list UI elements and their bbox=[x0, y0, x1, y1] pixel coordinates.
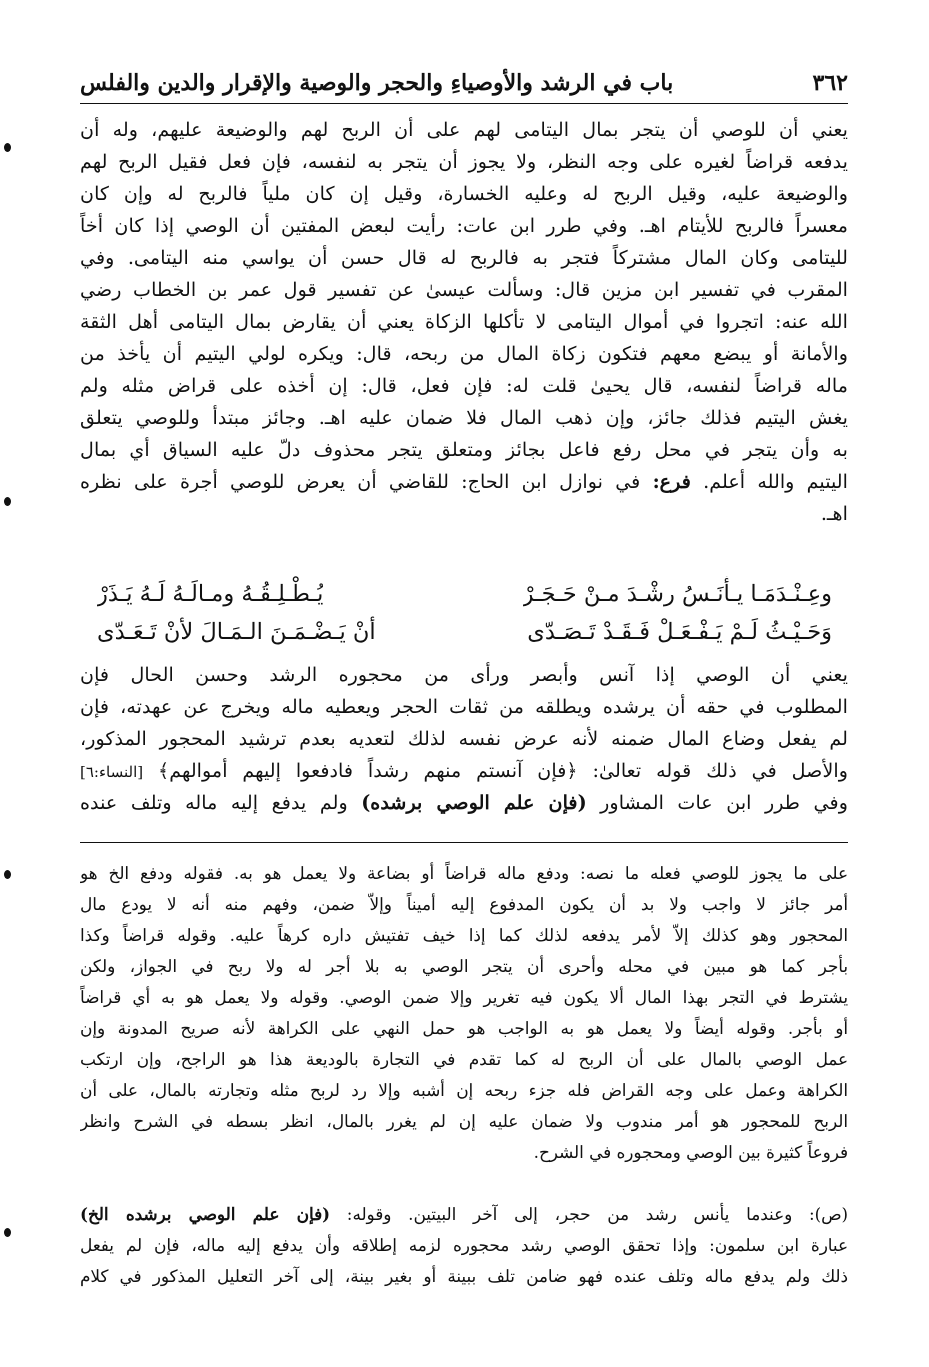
verse-1-second-hemistich: يُـطْـلِـقُـهُ ومـالَـهُ لَـهُ يَـذَرْ bbox=[97, 581, 324, 607]
verse-1-first-hemistich: وعِـنْـدَمَـا يـأْنَـسُ رشْـدَ مـنْ حَـجَـرْ bbox=[522, 581, 832, 607]
footnote-line-text: (ص): وعندما يأنس رشد من حجر، إلى آخر البيتين. وقوله: bbox=[346, 1204, 848, 1224]
section-label: فرع: bbox=[652, 470, 691, 493]
main-line: والأمانة أو يبضع معهم فتكون زكاة المال من ربحه، قال: ويكره لولي اليتيم أن يأخذ من bbox=[80, 342, 848, 365]
verse-2-second-hemistich: أنْ يَـضْـمَـنَ الـمَـالَ لأنْ تَـعَـدّى bbox=[97, 619, 376, 645]
main-line: الله عنه: اتجروا في أموال اليتامى لا تأكلها الزكاة يعني أن يقارض بمال اليتامى أهل الثقة bbox=[80, 310, 848, 333]
main-line: لليتامى وكان المال مشتركاً فتجر به فالربح له قال حسن أن يواسي منه اليتامى. وفي bbox=[80, 246, 848, 269]
quoted-phrase: (فإن علم الوصي برشده الخ) bbox=[80, 1204, 331, 1224]
main-line: يدفعه قراضاً لغيره على وجه النظر، ولا يجوز أن يتجر به لنفسه، فإن فعل فقيل الربح لهم bbox=[80, 150, 848, 173]
main-line: معسراً فالربح للأيتام اهـ. وفي طرر ابن عات: رأيت لبعض المفتين أن الوصي إذا كان أخاً bbox=[80, 214, 848, 237]
quran-citation: [النساء:٦] bbox=[80, 763, 144, 781]
margin-dot bbox=[4, 870, 11, 879]
main-line-text: اليتيم والله أعلم. bbox=[703, 470, 848, 493]
main-line bbox=[80, 467, 848, 497]
verse-2-first-hemistich: وَحَـيْـثُ لَـمْ يَـفْـعَـلْ فَـقَـدْ تَـصَـدّى bbox=[527, 619, 832, 645]
main-line: ماله قراضاً لنفسه، قال يحيىٰ قلت له: فإن فعل، قال: إن أخذه على قراض مثله ولم bbox=[80, 374, 848, 397]
footnote-line bbox=[80, 1199, 848, 1229]
main-line: اهـ. bbox=[820, 502, 848, 525]
footnote-line: بأجر كما هو مبين في محله وأحرى أن يتجر الوصي به بلا أجر له ولا ربح في الجواز، ولكن bbox=[80, 956, 848, 976]
footnote-line: ذلك ولم يدفع ماله وتلف عنده فهو ضامن تلف ببينة أو بغير بينة، إلى آخر التعليل المذكور في كلام bbox=[80, 1266, 848, 1286]
main-line: يعني أن للوصي أن يتجر بمال اليتامى لهم على أن الربح لهم والوضيعة عليهم، وله أن bbox=[80, 118, 848, 141]
quoted-phrase: (فإن علم الوصي برشده) bbox=[361, 791, 587, 814]
footnote-line: فروعاً كثيرة بين الوصي ومحجوره في الشرح. bbox=[533, 1142, 848, 1162]
margin-dot bbox=[4, 497, 11, 506]
header-rule bbox=[80, 103, 848, 104]
footnote-line: عمل الوصي بالمال على أن الربح له كما تقدم في التجارة بالوديعة هذا هو الراجح، وإن ارتكب bbox=[80, 1049, 848, 1069]
footnote-line: على ما يجوز للوصي فعله ما نصه: ودفع ماله قراضاً أو بضاعة ولا يعمل هو به. فقوله ودفع الخ هو bbox=[80, 863, 848, 883]
footnote-line: الكراهة وعمل على وجه القراض فله جزء ربحه إن أشبه وإلا رد لربح مثله وتجارته بالمال، على أن bbox=[80, 1080, 848, 1100]
commentary-line-text: وفي طرر ابن عات المشاور bbox=[600, 791, 848, 814]
commentary-line bbox=[80, 788, 848, 818]
footnote-line: المحجور وهو كذلك إلاّ لأمر يدفعه لذلك كما إذا خيف تفتيش داره كرهاً عليه. وقوله قراضاً وكذا bbox=[80, 925, 848, 945]
main-line-text: في نوازل ابن الحاج: للقاضي أن يعرض للوصي أجرة على نظره bbox=[80, 470, 641, 493]
running-header bbox=[80, 66, 848, 100]
footnote-line: عبارة ابن سلمون: وإذا تحقق الوصي رشد محجوره لزمه إطلاقه وأن يدفع إليه ماله، فإن لم يفعل bbox=[80, 1235, 848, 1255]
footnote-line: أو بأجر. وقوله أيضاً ولا يعمل هو به الواجب هو حمل النهي على الكراهة لأنه صريح المدونة وإن bbox=[80, 1018, 848, 1038]
footnote-line: أمر جائز لا واجب ولا بد أن يكون المدفوع إليه أميناً وإلاّ ضمن، وفهم منه أنه لا يودع مال bbox=[80, 894, 848, 914]
main-line: يغش اليتيم فذلك جائز، وإن ذهب المال فلا ضمان عليه اهـ. وجائز مبتدأ وللوصي يتعلق bbox=[80, 406, 848, 429]
commentary-line-text: والأصل في ذلك قوله تعالىٰ: bbox=[592, 759, 848, 782]
commentary-line bbox=[80, 756, 848, 786]
footnote-line: الربح للمحجور هو أمر مندوب ولا ضمان عليه إن لم يغرر بالمال، انظر بسطه في الشرح وانظر bbox=[80, 1111, 848, 1131]
quran-quote: ﴿فإن آنستم منهم رشداً فادفعوا إليهم أموالهم﴾ bbox=[157, 759, 578, 782]
main-line: به وأن يتجر في محل رفع فاعل بجائز ومتعلق يتجر محذوف دلّ عليه السياق أي بمال bbox=[80, 438, 848, 461]
main-line: المقرب في تفسير ابن مزين قال: وسألت عيسىٰ عن تفسير قول عمر بن الخطاب رضي bbox=[80, 278, 848, 301]
margin-dot bbox=[4, 1228, 11, 1237]
main-line: والوضيعة عليه، وقيل الربح له وعليه الخسارة، وقيل إن كان ملياً فالربح له وإن كان bbox=[80, 182, 848, 205]
page-number: ٣٦٢ bbox=[812, 70, 848, 96]
footnote-rule bbox=[80, 842, 848, 843]
chapter-title: باب في الرشد والأوصياءِ والحجر والوصية والإقرار والدين والفلس bbox=[80, 70, 674, 96]
commentary-line: لم يفعل وضاع المال ضمنه لأنه عرض نفسه لذلك لتعديه بعدم ترشيد المحجور المذكور، bbox=[80, 727, 848, 750]
commentary-line-text: ولم يدفع إليه ماله وتلف عنده bbox=[80, 791, 348, 814]
commentary-line: المطلوب في حقه أن يرشده ويطلقه من ثقات الحجر ويعطيه ماله ويخرج عن عهدته، فإن bbox=[80, 695, 848, 718]
commentary-line: يعني أن الوصي إذا آنس وأبصر ورأى من محجوره الرشد وحسن الحال فإن bbox=[80, 663, 848, 686]
margin-dot bbox=[4, 143, 11, 152]
footnote-line: يشترط في التجر بهذا المال ألا يكون فيه تغرير وإلا ضمن الوصي. وقوله ولا يعمل هو به أي قراضاً bbox=[80, 987, 848, 1007]
